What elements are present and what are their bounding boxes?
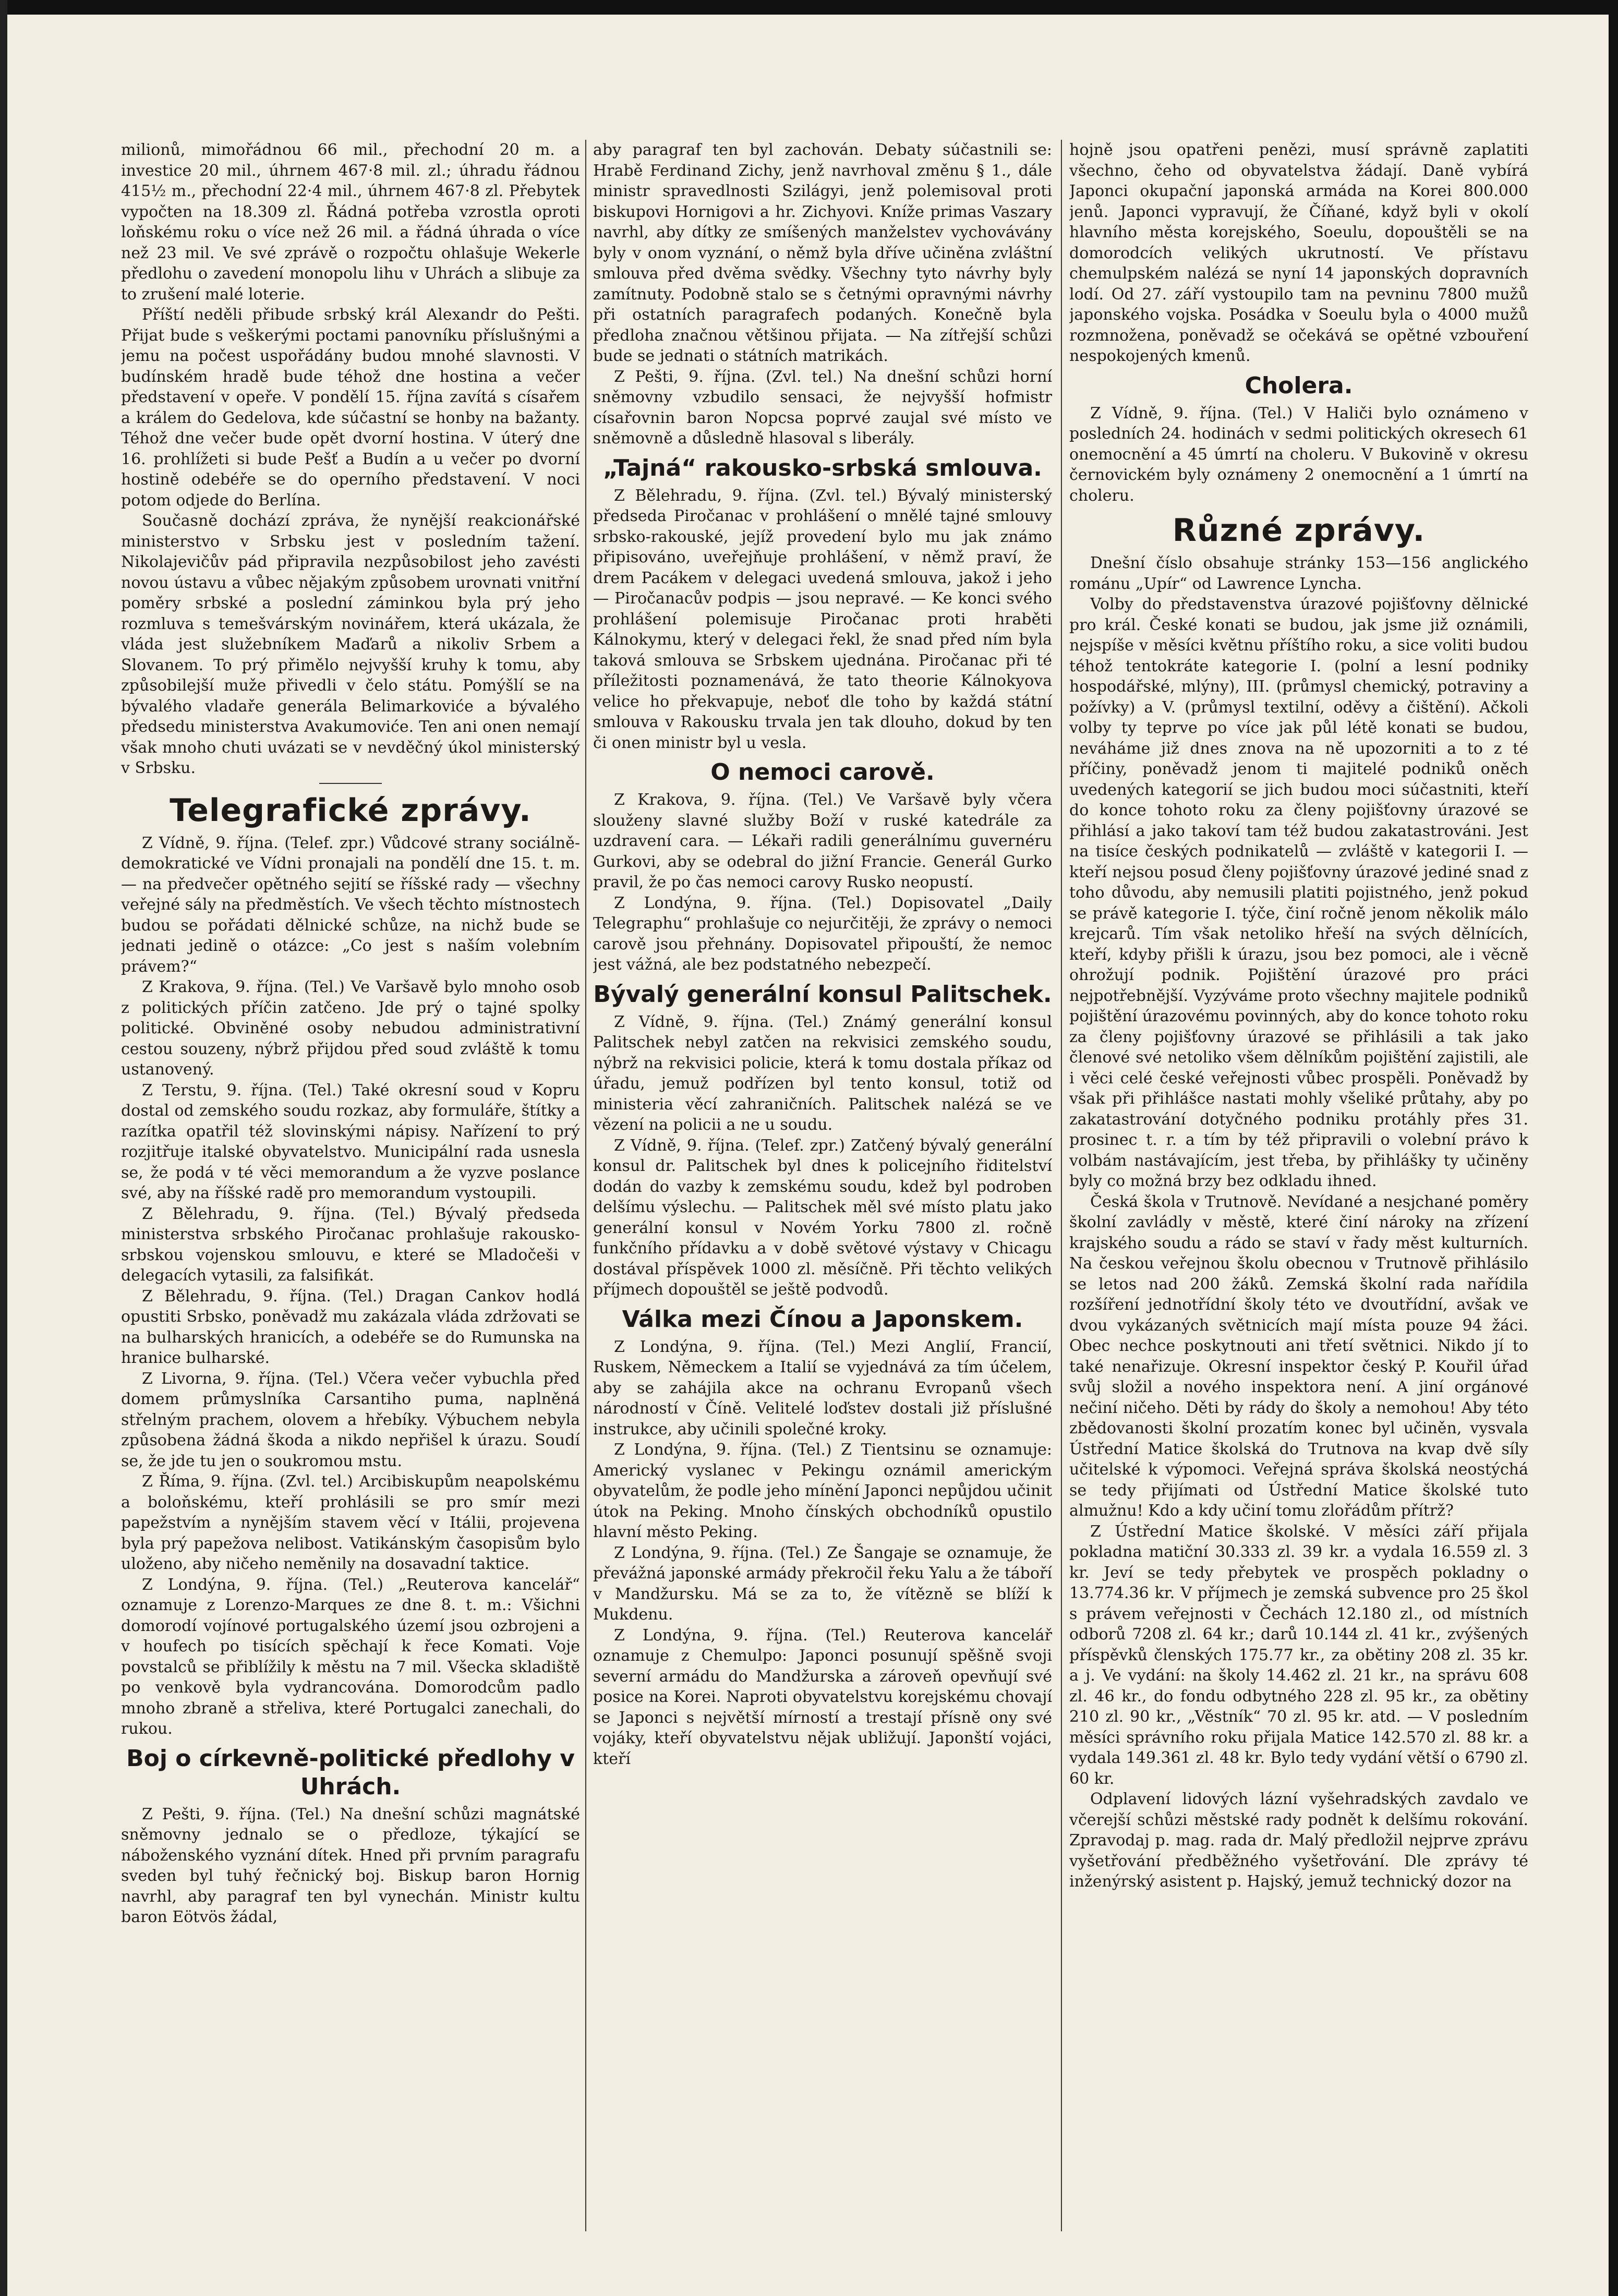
news-item: Z Bělehradu, 9. října. (Tel.) Dragan Cankov hodlá opustiti Srbsko, poněvadž mu zakázala vláda zdržovati se na bulharských hranicích, a odebéře se do Rumunska na hranice bulharské.: [121, 1287, 580, 1367]
paragraph: milionů, mimořádnou 66 mil., přechodní 20 m. a investice 20 mil., úhrnem 467·8 mil. zl.; úhradu řádnou 415½ m., přechodní 22·4 mil., úhrnem 467·8 zl. Přebytek vypočten na 18.309 zl. Řádná potřeba vzrostla oproti loňskému roku o více než 26 mil. a řádná úhrada o více než 23 mil. Ve své zprávě o rozpočtu ohlašuje Wekerle předlohu o zavedení monopolu lihu v Uhrách a slibuje za to zrušení malé loterie.: [121, 141, 580, 304]
scan-border-top: [0, 0, 1618, 15]
news-item: Z Vídně, 9. října. (Tel.) V Haliči bylo oznámeno v posledních 24. hodinách v sedmi politických okresech 61 onemocnění a 45 úmrtí na choleru. V Bukovině v okresu černovickém byly oznámeny 2 onemocnění a 1 úmrtí na choleru.: [1069, 404, 1528, 505]
section-heading: Bývalý generální konsul Palitschek.: [593, 981, 1052, 1008]
news-item: Z Pešti, 9. října. (Zvl. tel.) Na dnešní schůzi horní sněmovny vzbudilo sensaci, že nejvyšší hofmistr císařovnin baron Nopcsa poprvé zaujal své místo ve sněmovně a důsledně hlasoval s liberály.: [593, 367, 1052, 448]
news-item: Z Vídně, 9. října. (Telef. zpr.) Vůdcové strany sociálně-demokratické ve Vídni pronajali na pondělí dne 15. t. m. — na předvečer opětného sejití se říšské rady — všechny veřejné sály na předměstích. Ve všech těchto místnostech budou se pořádati dělnické schůze, na nichž bude se jednati jedině o otázce: „Co jest s naším volebním právem?“: [121, 833, 580, 976]
news-item: Z Bělehradu, 9. října. (Tel.) Bývalý předseda ministerstva srbského Piročanac prohlašuje rakousko-srbskou vojenskou smlouvu, e které se Mladočeši v delegacích vytasili, za falsifikát.: [121, 1204, 580, 1285]
news-item: Z Vídně, 9. října. (Tel.) Známý generální konsul Palitschek nebyl zatčen na rekvisici zemského soudu, nýbrž na rekvisici policie, která k tomu dostala příkaz od úřadu, jemuž podřízen byl tento konsul, totiž od ministeria věcí zahraničních. Palitschek nalézá se ve vězení na policii a ne u soudu.: [593, 1012, 1052, 1134]
news-item: Z Bělehradu, 9. října. (Zvl. tel.) Bývalý ministerský předseda Piročanac v prohlášení o mnělé tajné smlouvy srbsko-rakouské, jejíž provedení bylo mu jak známo připisováno, uveřejňuje prohlášení, v němž praví, že drem Pacákem v delegaci uvedená smlouva, jakož i jeho — Piročanacův podpis — jsou nepravé. — Ke konci svého prohlášení polemisuje Piročanac proti hraběti Kálnokymu, který v delegaci řekl, že snad před ním byla taková smlouva se Srbskem ujednána. Piročanac při té příležitosti poznamenává, že tato theorie Kálnokyova velice ho překvapuje, neboť dle toho by každá státní smlouva v Rakousku trvala jen tak dlouho, dokud by ten či onen ministr byl u vesla.: [593, 486, 1052, 752]
news-item: Z Londýna, 9. října. (Tel.) Reuterova kancelář oznamuje z Chemulpo: Japonci posunují spěšně svoji severní armádu do Mandžurska a zároveň opevňují své posice na Korei. Naproti obyvatelstvu korejskému chovají se Japonci s největší mírností a trestají přísně ony své vojáky, kteří obyvatelstvu nějak ubližují. Japonští vojáci, kteří: [593, 1626, 1052, 1768]
separator: [319, 783, 382, 784]
news-item: Z Terstu, 9. října. (Tel.) Také okresní soud v Kopru dostal od zemského soudu rozkaz, aby formuláře, štítky a razítka opatřil též slovinskými nápisy. Nařízení to prý rozjitřuje italské obyvatelstvo. Municipální rada usnesla se, že podá v té věci memorandum a že vyzve poslance své, aby na říšské radě pro memorandum vystoupili.: [121, 1081, 580, 1202]
section-heading: Telegrafické zprávy.: [170, 792, 532, 829]
news-item: Dnešní číslo obsahuje stránky 153—156 anglického románu „Upír“ od Lawrence Lyncha.: [1069, 554, 1528, 593]
news-item: Odplavení lidových lázní vyšehradských zavdalo ve včerejší schůzi městské rady podnět k delšímu rokování. Zpravodaj p. mag. rada dr. Malý předložil nejprve zprávu vyšetřování předběžného vyšetřování. Dle zprávy té inženýrský asistent p. Hajský, jemuž technický dozor na: [1069, 1790, 1528, 1891]
section-heading: Různé zprávy.: [1172, 512, 1426, 549]
column-2: [593, 140, 1052, 2237]
section-heading: O nemoci carově.: [710, 759, 935, 786]
section-heading: Válka mezi Čínou a Japonskem.: [622, 1306, 1023, 1333]
news-item: Z Londýna, 9. října. (Tel.) Ze Šangaje se oznamuje, že převážná japonské armády překročil řeku Yalu a že táboří v Mandžursku. Má se za to, že vítězně se blíží k Mukdenu.: [593, 1543, 1052, 1624]
scan-border-left: [0, 0, 7, 2296]
news-item: Z Pešti, 9. října. (Tel.) Na dnešní schůzi magnátské sněmovny jednalo se o předloze, týkající se náboženského vyznání dítek. Hned při prvním paragrafu sveden byl tuhý řečnický boj. Biskup baron Hornig navrhl, aby paragraf ten byl vynechán. Ministr kultu baron Eötvös žádal,: [121, 1805, 580, 1926]
news-item: Z Krakova, 9. října. (Tel.) Ve Varšavě byly včera slouženy slavné služby Boží v ruské katedrále za uzdravení cara. — Lékaři radili generálnímu guvernéru Gurkovi, aby se odebral do jižní Francie. Generál Gurko pravil, že po čas nemoci carovy Rusko neopustí.: [593, 791, 1052, 891]
news-item: Z Krakova, 9. října. (Tel.) Ve Varšavě bylo mnoho osob z politických příčin zatčeno. Jde prý o tajné spolky politické. Obviněné osoby nebudou administrativní cestou souzeny, nýbrž přijdou před soud zvláště k tomu ustanovený.: [121, 978, 580, 1079]
section-heading: Cholera.: [1245, 372, 1353, 399]
news-item: Z Londýna, 9. října. (Tel.) Dopisovatel „Daily Telegraphu“ prohlašuje co nejurčitěji, že zprávy o nemoci carově jsou přehnány. Dopisovatel připouští, že nemoc jest vážná, ale bez podstatného nebezpečí.: [593, 893, 1052, 974]
news-item: Z Londýna, 9. října. (Tel.) Z Tientsinu se oznamuje: Americký vyslanec v Pekingu oznámil americkým obyvatelům, že podle jeho mínění Japonci nepůjdou učinit útok na Peking. Mnoho čínských obchodníků opustilo hlavní město Peking.: [593, 1441, 1052, 1541]
column-1: [121, 140, 580, 2237]
section-heading: Boj o církevně-politické předlohy v Uhrách.: [126, 1745, 575, 1800]
column-rule: [585, 140, 586, 2231]
section-heading: „Tajná“ rakousko-srbská smlouva.: [603, 454, 1042, 481]
column-rule: [1061, 140, 1062, 2231]
news-item: Z Livorna, 9. října. (Tel.) Včera večer vybuchla před domem průmyslníka Carsantiho puma, naplněná střelným prachem, olovem a hřebíky. Výbuchem nebyla způsobena žádná škoda a nikdo nepřišel k úrazu. Soudí se, že jde tu jen o soukromou mstu.: [121, 1369, 580, 1470]
news-item: Z Londýna, 9. října. (Tel.) Mezi Anglií, Francií, Ruskem, Německem a Italií se vyjednává za tím účelem, aby se zahájila akce na ochranu Evropanů všech národností v Číně. Velitelé loďstev dostali již příslušné instrukce, aby učinili společné kroky.: [593, 1337, 1052, 1439]
scan-border-right: [1609, 0, 1618, 2296]
news-item: Z Vídně, 9. října. (Telef. zpr.) Zatčený bývalý generální konsul dr. Palitschek byl dnes k policejního řiditelství dodán do vazby k zemskému soudu, kdež byl podroben delšímu výslechu. — Palitschek měl své místo platu jako generální konsul v Novém Yorku 7800 zl. ročně funkčního přídavku a v době světové výstavy v Chicagu dostával příspěvek 1000 zl. měsíčně. Při těchto velikých příjmech dopouštěl se ještě podvodů.: [593, 1136, 1052, 1299]
news-item: Z Říma, 9. října. (Zvl. tel.) Arcibiskupům neapolskému a boloňskému, kteří prohlásili se pro smír mezi papežstvím a nynějším stavem věcí v Itálii, projevena byla prý papežova nelibost. Vatikánským časopisům bylo uloženo, aby ničeho neměnily na dosavadní taktice.: [121, 1472, 580, 1573]
news-item: Česká škola v Trutnově. Nevídané a nesjchané poměry školní zavládly v městě, které činí nároky na zřízení krajského soudu a rádo se staví v řady měst kulturních. Na českou veřejnou školu obecnou v Trutnově přihlásilo se letos nad 200 žáků. Zemská školní rada nařídila rozšíření jednotřídní školy této ve dvoutřídní, avšak ve dvou vykázaných světnicích mají místa pouze 94 žáci. Obec nechce poskytnouti ani třetí světnici. Nikdo jí to také nenařizuje. Okresní inspektor český P. Kouřil úřad svůj složil a nového inspektora není. A jiní orgánové nečiní ničeho. Děti by rády do školy a nemohou! Aby této zbědovanosti školní prozatím konec byl učiněn, vysvala Ústřední Matice školská do Trutnova na kvap dvě síly učitelské k výpomoci. Veřejná správa školská neostýchá se tedy přijímati od Ústřední Matice školské tuto almužnu! Kdo a kdy učiní tomu zlořádům přítrž?: [1069, 1192, 1528, 1520]
paragraph: hojně jsou opatřeni penězi, musí správně zaplatiti všechno, čeho od obyvatelstva žádají. Daně vybírá Japonci okupační japonská armáda na Korei 800.000 jenů. Japonci vypravují, že Číňané, když byli v okolí hlavního města korejského, Soeulu, dopouštěli se na domorodcích velikých ukrutností. Ve přístavu chemulpském nalézá se nyní 14 japonských dopravních lodí. Od 27. září vystoupilo tam na pevninu 7800 mužů japonského vojska. Posádka v Soeulu byla o 4000 mužů rozmnožena, poněvadž se očekává se opětné vzbouření nespokojených kmenů.: [1069, 141, 1528, 365]
news-item: Z Ústřední Matice školské. V měsíci září přijala pokladna matiční 30.333 zl. 39 kr. a vydala 16.559 zl. 3 kr. Jeví se tedy přebytek ve prospěch pokladny o 13.774.36 kr. V příjmech je zemská subvence pro 25 škol s právem veřejnosti v Čechách 12.180 zl., od místních odborů 7208 zl. 64 kr.; darů 10.144 zl. 41 kr., zvýšených příspěvků členských 175.77 kr., za obětiny 208 zl. 35 kr. a j. Ve vydání: na školy 14.462 zl. 21 kr., na správu 608 zl. 46 kr., do fondu odbytného 228 zl. 95 kr., za obětiny 210 zl. 90 kr., „Věstník“ 70 zl. 95 kr. atd. — V posledním měsíci správního roku přijala Matice 142.570 zl. 88 kr. a vydala 149.361 zl. 48 kr. Bylo tedy vydání větší o 6790 zl. 60 kr.: [1069, 1522, 1528, 1788]
news-item: Z Londýna, 9. října. (Tel.) „Reuterova kancelář“ oznamuje z Lorenzo-Marques ze dne 8. t. m.: Všichni domorodí vojínové portugalského území jsou ozbrojeni a v houfech po tisících spěchají k řece Komati. Voje povstalců se přiblížily k městu na 7 mil. Všecka skladiště po venkově byla vydrancována. Domorodcům padlo mnoho zbraně a střeliva, které Portugalci zanechali, do rukou.: [121, 1575, 580, 1738]
news-item: Volby do představenstva úrazové pojišťovny dělnické pro král. České konati se budou, jak jsme již oznámili, nejspíše v měsíci květnu příštího roku, a sice voliti budou téhož tentokráte kategorie I. (polní a lesní podniky hospodářské, mlýny), III. (průmysl chemický, potraviny a požívky) a V. (průmysl textilní, oděvy a čištění). Ačkoli volby ty teprve po více jak půl létě konati se budou, neváháme již dnes znova na ně upozorniti a to z té příčiny, poněvadž jenom ti majitelé podniků oněch uvedených kategorií se jich budou moci súčastniti, kteří do konce tohoto roku za členy pojišťovny úrazové se přihlásí a jako takoví tam též budou zakatastrováni. Jest na tisíce českých podnikatelů — zvláště v kategorii I. — kteří nejsou posud členy pojišťovny úrazové jediné snad z toho důvodu, aby nemusili platiti pojistného, jenž pokud se právě kategorie I. týče, činí ročně jenom několik málo krejcarů. Tím však netoliko hřeší na svých dělnících, kteří, kdyby přišli k úrazu, jsou bez pomoci, ale i věcně ohrožují podnik. Pojištění úrazové pro práci nejpotřebnější. Vyzýváme proto všechny majitele podniků pojištění úrazovému povinných, aby do konce tohoto roku za členy pojišťovny úrazové se přihlásili a tak jako členové své netoliko všem dělníkům pojištění zajistili, ale i věci celé české veřejnosti vůbec prospěli. Poněvadž by však při přihlášce nastati mohly všeliké průtahy, aby po zakatastrování dotyčného podniku protáhly přes 31. prosinec t. r. a tím by též připravili o volební právo k volbám nastávajícím, jest třeba, by přihlášky ty učiněny byly co možná brzy bez odkladu ihned.: [1069, 595, 1528, 1190]
paragraph: aby paragraf ten byl zachován. Debaty súčastnili se: Hrabě Ferdinand Zichy, jenž navrhoval změnu § 1., dále ministr spravedlnosti Szilágyi, jenž polemisoval proti biskupovi Hornigovi a hr. Zichyovi. Kníže primas Vaszary navrhl, aby dítky ze smíšených manželstev vychovávány byly v onom vyznání, o němž byla dříve učiněna zvláštní smlouva před dvěma svědky. Všechny tyto návrhy byly zamítnuty. Podobně stalo se s četnými opravnými návrhy při ostatních paragrafech podaných. Konečně byla předloha značnou většinou přijata. — Na zítřejší schůzi bude se jednati o státních matrikách.: [593, 141, 1052, 365]
column-3: [1069, 140, 1528, 2237]
paragraph: Současně dochází zpráva, že nynější reakcionářské ministerstvo v Srbsku jest v posledním tažení. Nikolajevičův pád připravila nezpůsobilost jeho zavésti novou ústavu a vůbec nějakým způsobem urovnati vnitřní poměry srbské a poslední záminkou byla prý jeho rozmluva s temešvárským novinářem, která ukázala, že vláda jest služebníkem Maďarů a nikoliv Srbem a Slovanem. To prý přimělo nejvyšší kruhy k tomu, aby způsobilejší muže přivedli v čelo státu. Pomýšlí se na bývalého vladaře generála Belimarkoviće a bývalého předsedu ministerstva Avakumoviće. Ten ani onen nemají však mnoho chuti uvázati se v nevděčný úkol ministerský v Srbsku.: [121, 512, 580, 777]
paragraph: Příští neděli přibude srbský král Alexandr do Pešti. Přijat bude s veškerými poctami panovníku příslušnými a jemu na počest uspořádány budou mnohé slavnosti. V budínském hradě bude téhož dne hostina a večer představení v opeře. V pondělí 15. října zavítá s císařem a králem do Gedelova, kde súčastní se honby na bažanty. Téhož dne večer bude opět dvorní hostina. V úterý dne 16. prohlížeti si bude Pešť a Budín a u večer po dvorní hostině odebéře se do operního představení. V noci potom odjede do Berlína.: [121, 306, 580, 510]
